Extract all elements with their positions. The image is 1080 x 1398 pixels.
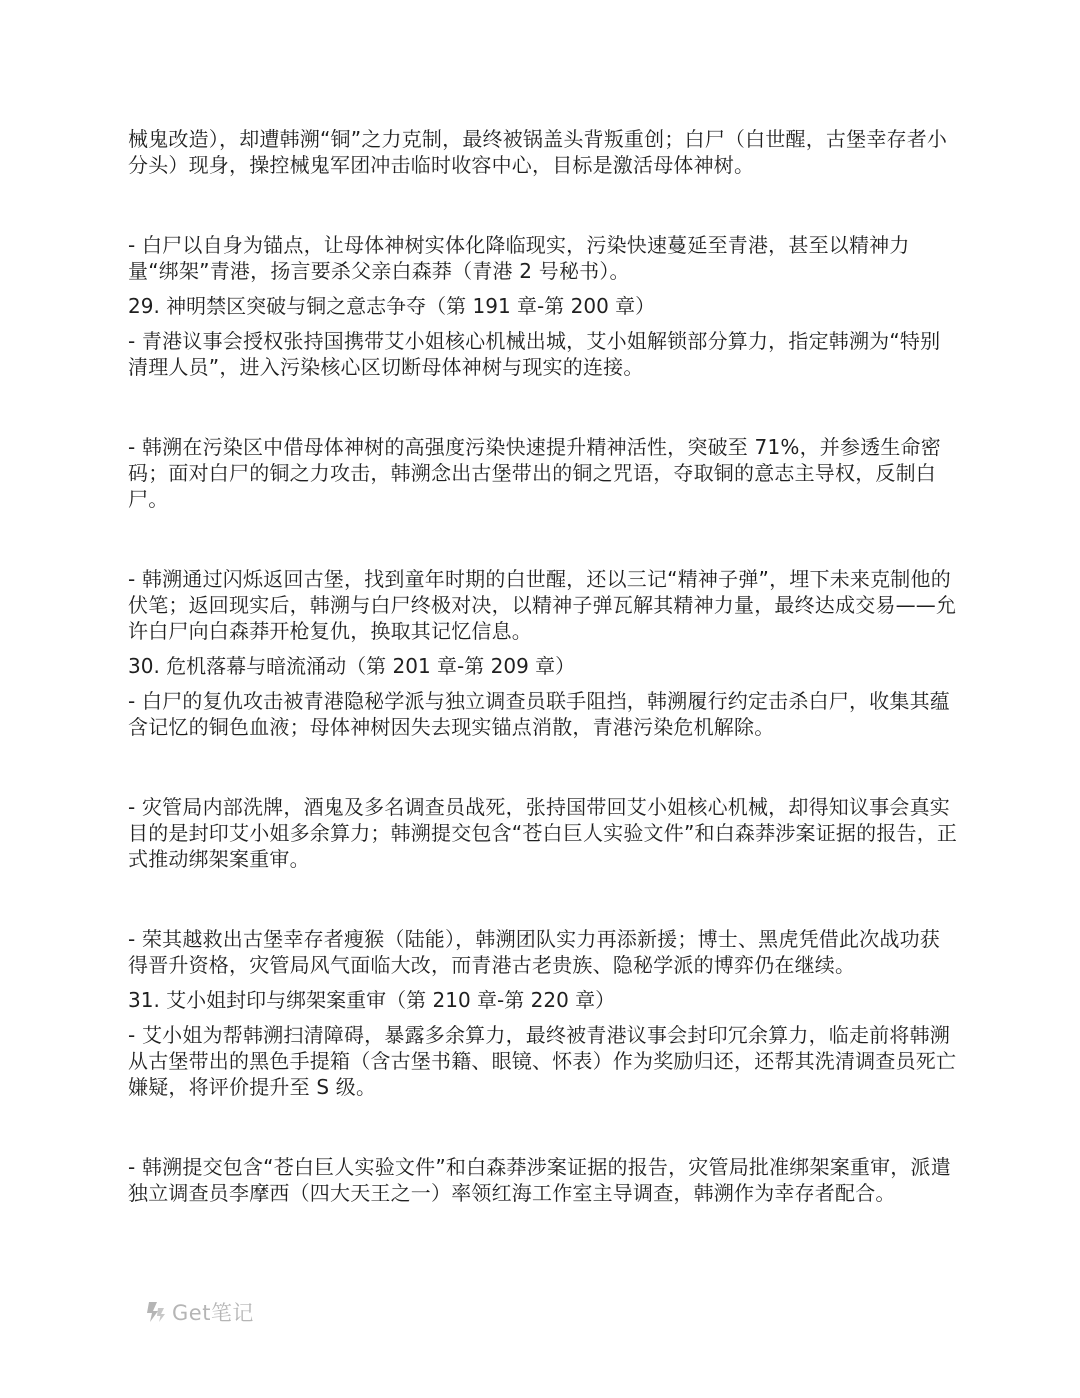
section-heading-29: 29. 神明禁区突破与铜之意志争夺（第 191 章-第 200 章）: [128, 294, 656, 318]
spacer: [128, 872, 958, 926]
paragraph-1: 械鬼改造），却遭韩溯“铜”之力克制，最终被锅盖头背叛重创；白尸（白世醒，古堡幸存者小分头）现身，操控械鬼军团冲击临时收容中心，目标是激活母体神树。: [128, 127, 948, 177]
spacer: [128, 380, 958, 434]
paragraph-6: - 白尸的复仇攻击被青港隐秘学派与独立调查员联手阻挡，韩溯履行约定击杀白尸，收集其蕴含记忆的铜色血液；母体神树因失去现实锚点消散，青港污染危机解除。: [128, 689, 950, 739]
spacer: [128, 1013, 958, 1022]
paragraph-8: - 荣其越救出古堡幸存者瘦猴（陆能），韩溯团队实力再添新援；博士、黑虎凭借此次战功获得晋升资格，灾管局风气面临大改，而青港古老贵族、隐秘学派的博弈仍在继续。: [128, 927, 940, 977]
spacer: [128, 679, 958, 688]
paragraph-5: - 韩溯通过闪烁返回古堡，找到童年时期的白世醒，还以三记“精神子弹”，埋下未来克制他的伏笔；返回现实后，韩溯与白尸终极对决，以精神子弹瓦解其精神力量，最终达成交易——允许白尸向白森莽开枪复仇，换取其记忆信息。: [128, 567, 957, 643]
spacer: [128, 178, 958, 232]
section-heading-31: 31. 艾小姐封印与绑架案重审（第 210 章-第 220 章）: [128, 988, 616, 1012]
paragraph-10: - 韩溯提交包含“苍白巨人实验文件”和白森莽涉案证据的报告，灾管局批准绑架案重审，派遣独立调查员李摩西（四大天王之一）率领红海工作室主导调查，韩溯作为幸存者配合。: [128, 1155, 951, 1205]
document-body: [128, 126, 958, 1206]
spacer: [128, 644, 958, 653]
paragraph-2: - 白尸以自身为锚点，让母体神树实体化降临现实，污染快速蔓延至青港，甚至以精神力量“绑架”青港，扬言要杀父亲白森莽（青港 2 号秘书）。: [128, 233, 910, 283]
spacer: [128, 978, 958, 987]
footer-watermark: [144, 1297, 254, 1327]
get-notes-logo-icon: [144, 1300, 168, 1324]
paragraph-4: - 韩溯在污染区中借母体神树的高强度污染快速提升精神活性，突破至 71%，并参透生命密码；面对白尸的铜之力攻击，韩溯念出古堡带出的铜之咒语，夺取铜的意志主导权，反制白尸。: [128, 435, 941, 511]
spacer: [128, 512, 958, 566]
paragraph-7: - 灾管局内部洗牌，酒鬼及多名调查员战死，张持国带回艾小姐核心机械，却得知议事会真实目的是封印艾小姐多余算力；韩溯提交包含“苍白巨人实验文件”和白森莽涉案证据的报告，正式推动绑架案重审。: [128, 795, 958, 871]
paragraph-9: - 艾小姐为帮韩溯扫清障碍，暴露多余算力，最终被青港议事会封印冗余算力，临走前将韩溯从古堡带出的黑色手提箱（含古堡书籍、眼镜、怀表）作为奖励归还，还帮其洗清调查员死亡嫌疑，将评价提升至 S 级。: [128, 1023, 957, 1099]
spacer: [128, 319, 958, 328]
spacer: [128, 284, 958, 293]
section-heading-30: 30. 危机落幕与暗流涌动（第 201 章-第 209 章）: [128, 654, 576, 678]
spacer: [128, 1100, 958, 1154]
footer-brand: Get笔记: [172, 1301, 254, 1325]
paragraph-3: - 青港议事会授权张持国携带艾小姐核心机械出城，艾小姐解锁部分算力，指定韩溯为“特别清理人员”，进入污染核心区切断母体神树与现实的连接。: [128, 329, 941, 379]
spacer: [128, 740, 958, 794]
